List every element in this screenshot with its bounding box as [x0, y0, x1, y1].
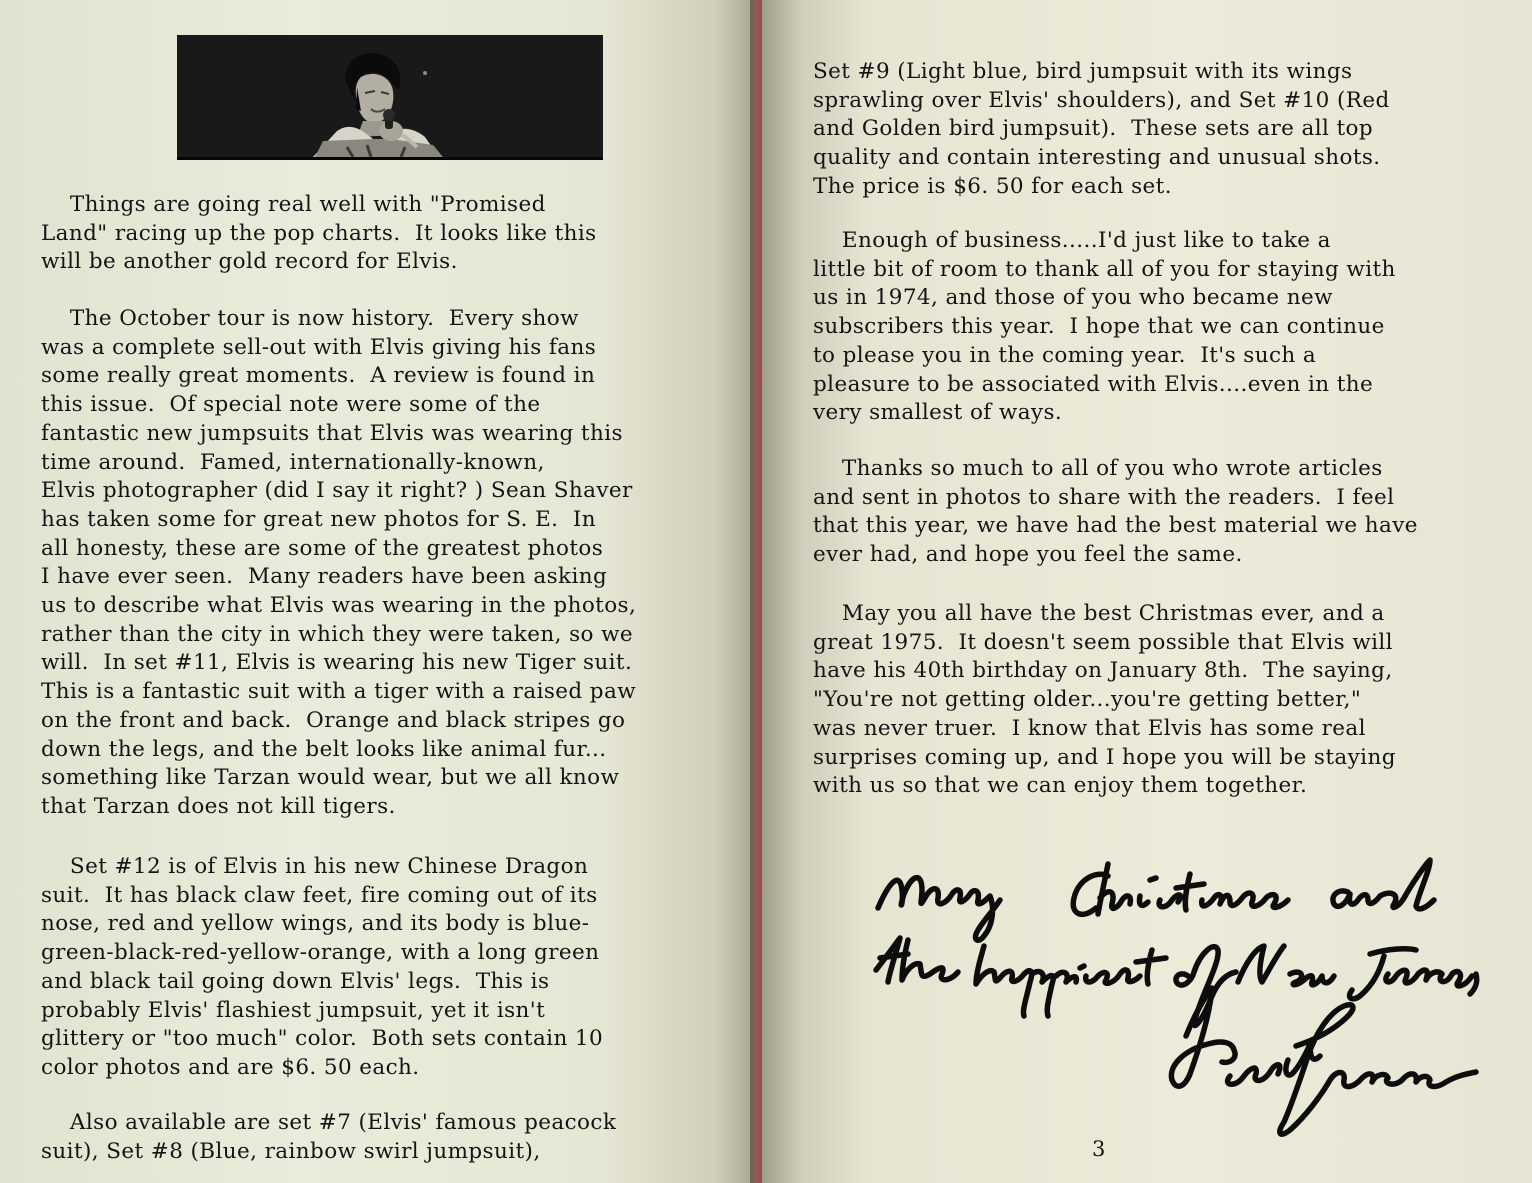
- elvis-singing-image: [177, 35, 603, 157]
- paragraph-also-available: Also available are set #7 (Elvis' famous peacock suit), Set #8 (Blue, rainbow swirl jumpsuit),: [41, 1110, 617, 1164]
- page-number: 3: [1092, 1137, 1106, 1161]
- paragraph-promised-land: Things are going real well with "Promised Land" racing up the pop charts. It looks like this will be another gold record for Elvis.: [41, 192, 597, 275]
- paragraph-set-9-10: Set #9 (Light blue, bird jumpsuit with its wings sprawling over Elvis' shoulders), and Set #10 (Red and Golden bird jumpsuit). These sets are all top quality and contain interesting and unusual shots. The price is $6. 50 for each set.: [813, 59, 1390, 199]
- paragraph-thanks: Thanks so much to all of you who wrote articles and sent in photos to share with the readers. I feel that this year, we have had the best material we have ever had, and hope you feel the same.: [813, 456, 1418, 568]
- elvis-concert-photo: [177, 35, 603, 160]
- paragraph-october-tour: The October tour is now history. Every show was a complete sell-out with Elvis giving his fans some really great moments. A review is found in this issue. Of special note were some of the fantastic new jumpsuits that Elvis was wearing this time around. Famed, internationally-known, Elvis photographer (did I say it right? ) Sean Shaver has taken some for great new photos for S. E. In all honesty, these are some of the greatest photos I have ever seen. Many readers have been asking us to describe what Elvis was wearing in the photos, rather than the city in which they were taken, so we will. In set #11, Elvis is wearing his new Tiger suit. This is a fantastic suit with a tiger with a raised paw on the front and back. Orange and black stripes go down the legs, and the belt looks like animal fur... something like Tarzan would wear, but we all know that Tarzan does not kill tigers.: [41, 306, 637, 819]
- paragraph-christmas-wishes: May you all have the best Christmas ever, and a great 1975. It doesn't seem possible that Elvis will have his 40th birthday on January 8th. The saying, "You're not getting older...you're getting better," was never truer. I know that Elvis has some real surprises coming up, and I hope you will be staying with us so that we can enjoy them together.: [813, 601, 1396, 799]
- handwritten-signature: [860, 850, 1510, 1140]
- left-page: [0, 0, 752, 1183]
- paragraph-enough-of-business: Enough of business.....I'd just like to take a little bit of room to thank all of you for staying with us in 1974, and those of you who became new subscribers this year. I hope that we can continue to please you in the coming year. It's such a pleasure to be associated with Elvis....even in the very smallest of ways.: [813, 228, 1396, 426]
- paragraph-set-12: Set #12 is of Elvis in his new Chinese Dragon suit. It has black claw feet, fire coming out of its nose, red and yellow wings, and its body is blue- green-black-red-yellow-orange, with a long green and black tail going down Elvis' legs. This is probably Elvis' flashiest jumpsuit, yet it isn't glittery or "too much" color. Both sets contain 10 color photos and are $6. 50 each.: [41, 854, 604, 1080]
